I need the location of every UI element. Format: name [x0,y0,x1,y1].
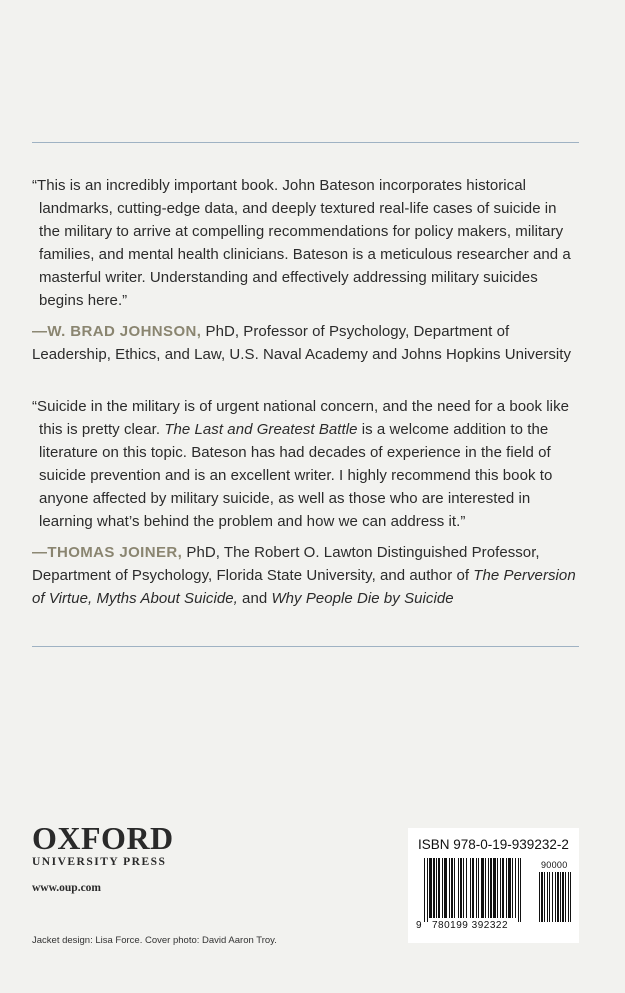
barcode-bar [506,858,507,918]
bottom-divider [32,646,579,647]
reviewer-credentials: PhD, Professor of Psychology, Department of Leadership, Ethics, and Law, U.S. Naval Academy and Johns Hopkins University [32,323,572,363]
barcode-addon-bar [549,872,550,922]
barcode-addon-bar [565,872,566,922]
reviewer-book-2: Why People Die by Suicide [271,590,454,607]
top-divider [32,142,579,143]
review-johnson-quote: “This is an incredibly important book. John Bateson incorporates historical landmarks, cutting-edge data, and deeply textured real-life cases of suicide in the military to arrive at compelling recommendations for policy makers, military families, and mental health clinicians. Bateson is a meticulous researcher and a masterful writer. Understanding and effectively addressing military suicides begins here.” [32,177,571,309]
quote-text-b: is a welcome addition to the literature on this topic. Bateson has had decades of experience in the field of suicide prevention and is an excellent writer. I highly recommend this book to anyone affected by military suicide, as well as those who are interested in learning what’s behind the problem and how we can address it.” [39,421,553,530]
review-joiner-quote [32,395,580,533]
barcode-bar [485,858,486,918]
barcode-bar [515,858,516,918]
publisher-url: www.oup.com [32,882,102,894]
isbn-label: ISBN 978-0-19-939232-2 [418,837,569,852]
reviewer-and: and [237,590,272,607]
barcode-bar [497,858,498,918]
barcode-bar [490,858,492,918]
barcode-bar [520,858,521,922]
barcode-bar [481,858,484,918]
barcode-bar [424,858,425,922]
barcode-lead-digit: 9 [416,920,422,931]
barcode-bar [429,858,432,918]
barcode-bar [444,858,447,918]
barcode-addon-bar [541,872,543,922]
barcode-addon-bar [560,872,561,922]
barcode-bar [488,858,489,918]
barcode-bar [438,858,440,918]
reviewer-name: W. BRAD JOHNSON, [47,323,202,340]
isbn-barcode [408,828,579,943]
barcode-addon-bar [570,872,571,922]
barcode-addon-bar [547,872,548,922]
barcode-bar [460,858,462,918]
publisher-sub: UNIVERSITY PRESS [32,856,167,868]
barcode-addon-bar [539,872,540,922]
barcode-addon-bar [562,872,564,922]
quote-book-title: The Last and Greatest Battle [164,421,358,438]
barcode-bar [427,858,428,922]
barcode-bar [500,858,501,918]
barcode-bar [476,858,477,918]
barcode-bar [463,858,464,918]
barcode-digits: 780199 392322 [432,920,509,931]
barcode-bar [458,858,459,918]
barcode-addon-bar [555,872,556,922]
review-joiner-attribution [32,541,580,610]
barcode-addon-bar [552,872,553,922]
barcode-addon-bar [544,872,545,922]
review-joiner [32,395,580,610]
reviewer-dash: — [32,323,48,340]
review-johnson-attribution [32,320,580,366]
review-johnson [32,174,580,366]
barcode-bar [502,858,504,918]
barcode-bar [478,858,479,918]
barcode-addon-bar [557,872,559,922]
reviewer-dash: — [32,544,48,561]
reviewer-book-1: The Perversion of Virtue, Myths About Suicide, [32,567,576,607]
barcode-bar [470,858,471,918]
reviewer-credentials: PhD, The Robert O. Lawton Distinguished Professor, Department of Psychology, Florida State University, and author of [32,544,540,584]
barcode-bar [466,858,467,918]
barcode-bar [442,858,443,918]
barcode-bar [512,858,513,918]
barcode-bar [433,858,435,918]
barcode-bar [493,858,496,918]
barcode-bar [451,858,453,918]
barcode-bar [508,858,511,918]
publisher-name: OXFORD [32,820,174,856]
oxford-logo [32,822,174,868]
barcode-addon-digits: 90000 [541,860,568,870]
barcode-bar [472,858,474,918]
barcode-bar [518,858,519,922]
reviewer-name: THOMAS JOINER, [47,544,183,561]
barcode-bar [436,858,437,918]
barcode-addon-bar [568,872,569,922]
jacket-credit: Jacket design: Lisa Force. Cover photo: David Aaron Troy. [32,935,277,946]
quote-text-a: “Suicide in the military is of urgent national concern, and the need for a book like this is pretty clear. [32,398,570,438]
barcode-bar [454,858,455,918]
barcode-bar [449,858,450,918]
